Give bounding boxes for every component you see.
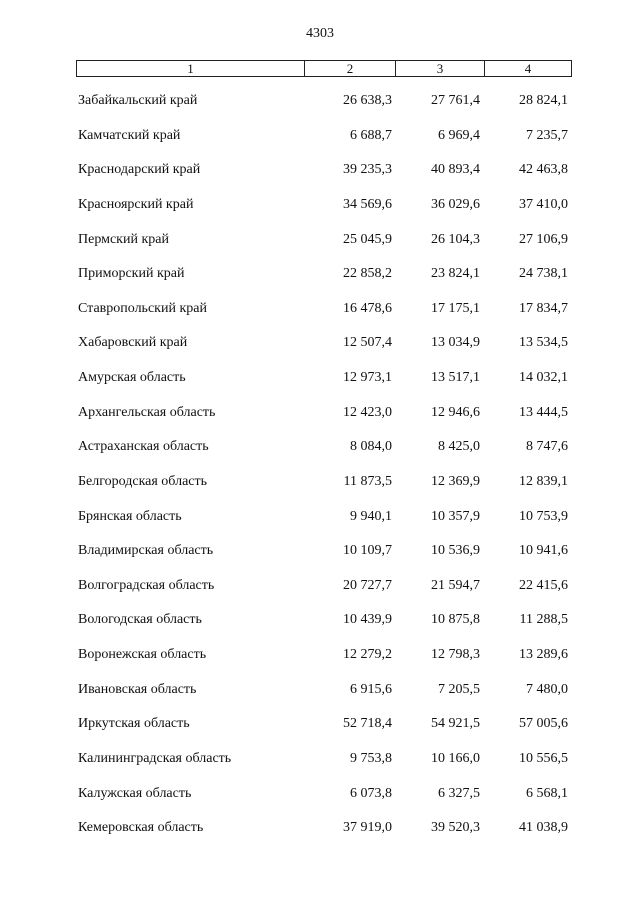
data-table — [76, 84, 572, 846]
region-name: Воронежская область — [78, 647, 207, 662]
value-col-4: 7 235,7 — [526, 127, 568, 143]
table-row — [76, 638, 572, 673]
table-row — [76, 326, 572, 361]
region-name: Хабаровский край — [78, 335, 188, 351]
value-col-4: 13 289,6 — [519, 647, 568, 662]
region-name: Калининградская область — [78, 750, 232, 766]
value-col-3: 10 166,0 — [431, 750, 480, 766]
value-col-2: 10 109,7 — [343, 543, 392, 559]
value-col-3: 13 034,9 — [431, 335, 480, 351]
value-col-3: 12 798,3 — [431, 647, 480, 662]
value-col-2: 34 569,6 — [343, 196, 392, 212]
value-col-2: 9 940,1 — [350, 508, 392, 524]
value-col-4: 17 834,7 — [519, 300, 568, 316]
table-row — [76, 465, 572, 500]
value-col-3: 12 946,6 — [431, 404, 480, 420]
table-row — [76, 742, 572, 777]
column-header-2: 2 — [304, 61, 395, 76]
region-name: Иркутская область — [78, 716, 190, 732]
table-row — [76, 223, 572, 258]
region-name: Амурская область — [78, 370, 186, 385]
value-col-2: 6 688,7 — [350, 127, 392, 143]
value-col-3: 17 175,1 — [431, 300, 480, 316]
value-col-3: 10 536,9 — [431, 543, 480, 559]
value-col-3: 10 357,9 — [431, 508, 480, 524]
value-col-4: 10 941,6 — [519, 543, 568, 559]
region-name: Красноярский край — [78, 196, 194, 212]
table-row — [76, 292, 572, 327]
value-col-4: 13 534,5 — [519, 335, 568, 351]
region-name: Забайкальский край — [78, 93, 198, 108]
table-row — [76, 153, 572, 188]
value-col-4: 10 753,9 — [519, 508, 568, 524]
value-col-2: 11 873,5 — [343, 473, 392, 489]
region-name: Владимирская область — [78, 543, 214, 559]
table-row — [76, 603, 572, 638]
region-name: Волгоградская область — [78, 577, 215, 593]
table-row — [76, 119, 572, 154]
value-col-3: 13 517,1 — [431, 370, 480, 385]
value-col-3: 12 369,9 — [431, 473, 480, 489]
value-col-2: 12 507,4 — [343, 335, 392, 351]
value-col-4: 7 480,0 — [526, 681, 568, 697]
value-col-2: 12 423,0 — [343, 404, 392, 420]
value-col-4: 28 824,1 — [519, 93, 568, 108]
region-name: Краснодарский край — [78, 162, 201, 178]
table-row — [76, 257, 572, 292]
value-col-2: 22 858,2 — [343, 266, 392, 282]
value-col-3: 40 893,4 — [431, 162, 480, 178]
region-name: Архангельская область — [78, 404, 216, 420]
value-col-2: 25 045,9 — [343, 231, 392, 247]
value-col-4: 42 463,8 — [519, 162, 568, 178]
value-col-2: 12 973,1 — [343, 370, 392, 385]
value-col-4: 27 106,9 — [519, 231, 568, 247]
value-col-2: 52 718,4 — [343, 716, 392, 732]
region-name: Пермский край — [78, 231, 169, 247]
value-col-2: 37 919,0 — [343, 820, 392, 836]
value-col-3: 54 921,5 — [431, 716, 480, 732]
value-col-4: 6 568,1 — [526, 785, 568, 801]
value-col-2: 12 279,2 — [343, 647, 392, 662]
region-name: Камчатский край — [78, 127, 181, 143]
region-name: Брянская область — [78, 508, 182, 524]
table-row — [76, 500, 572, 535]
region-name: Астраханская область — [78, 439, 209, 455]
value-col-3: 7 205,5 — [438, 681, 480, 697]
value-col-2: 8 084,0 — [350, 439, 392, 455]
value-col-4: 22 415,6 — [519, 577, 568, 593]
table-row — [76, 188, 572, 223]
column-header-1: 1 — [187, 61, 194, 76]
table-row — [76, 777, 572, 812]
column-header-3: 3 — [395, 61, 484, 76]
value-col-4: 12 839,1 — [519, 473, 568, 489]
region-name: Калужская область — [78, 785, 192, 801]
table-row — [76, 811, 572, 846]
table-row — [76, 430, 572, 465]
value-col-3: 6 327,5 — [438, 785, 480, 801]
value-col-4: 57 005,6 — [519, 716, 568, 732]
value-col-4: 24 738,1 — [519, 266, 568, 282]
value-col-3: 8 425,0 — [438, 439, 480, 455]
value-col-2: 39 235,3 — [343, 162, 392, 178]
table-row — [76, 361, 572, 396]
value-col-4: 13 444,5 — [519, 404, 568, 420]
value-col-4: 14 032,1 — [519, 370, 568, 385]
value-col-2: 20 727,7 — [343, 577, 392, 593]
region-name: Ивановская область — [78, 681, 197, 697]
value-col-3: 21 594,7 — [431, 577, 480, 593]
value-col-4: 41 038,9 — [519, 820, 568, 836]
value-col-2: 6 915,6 — [350, 681, 392, 697]
column-header-4: 4 — [484, 61, 571, 76]
table-row — [76, 673, 572, 708]
value-col-4: 8 747,6 — [526, 439, 568, 455]
region-name: Ставропольский край — [78, 300, 207, 316]
region-name: Приморский край — [78, 266, 185, 282]
value-col-4: 11 288,5 — [519, 612, 568, 628]
value-col-4: 10 556,5 — [519, 750, 568, 766]
value-col-4: 37 410,0 — [519, 196, 568, 212]
value-col-2: 26 638,3 — [343, 93, 392, 108]
table-row — [76, 84, 572, 119]
value-col-3: 39 520,3 — [431, 820, 480, 836]
table-row — [76, 396, 572, 431]
value-col-3: 36 029,6 — [431, 196, 480, 212]
value-col-2: 16 478,6 — [343, 300, 392, 316]
table-row — [76, 534, 572, 569]
table-row — [76, 707, 572, 742]
region-name: Вологодская область — [78, 612, 202, 628]
value-col-2: 10 439,9 — [343, 612, 392, 628]
value-col-3: 26 104,3 — [431, 231, 480, 247]
region-name: Кемеровская область — [78, 820, 204, 836]
value-col-3: 10 875,8 — [431, 612, 480, 628]
region-name: Белгородская область — [78, 473, 208, 489]
value-col-2: 9 753,8 — [350, 750, 392, 766]
page-number: 4303 — [306, 26, 334, 41]
column-header-row — [76, 60, 572, 77]
table-row — [76, 569, 572, 604]
value-col-3: 27 761,4 — [431, 93, 480, 108]
value-col-3: 23 824,1 — [431, 266, 480, 282]
value-col-3: 6 969,4 — [438, 127, 480, 143]
value-col-2: 6 073,8 — [350, 785, 392, 801]
